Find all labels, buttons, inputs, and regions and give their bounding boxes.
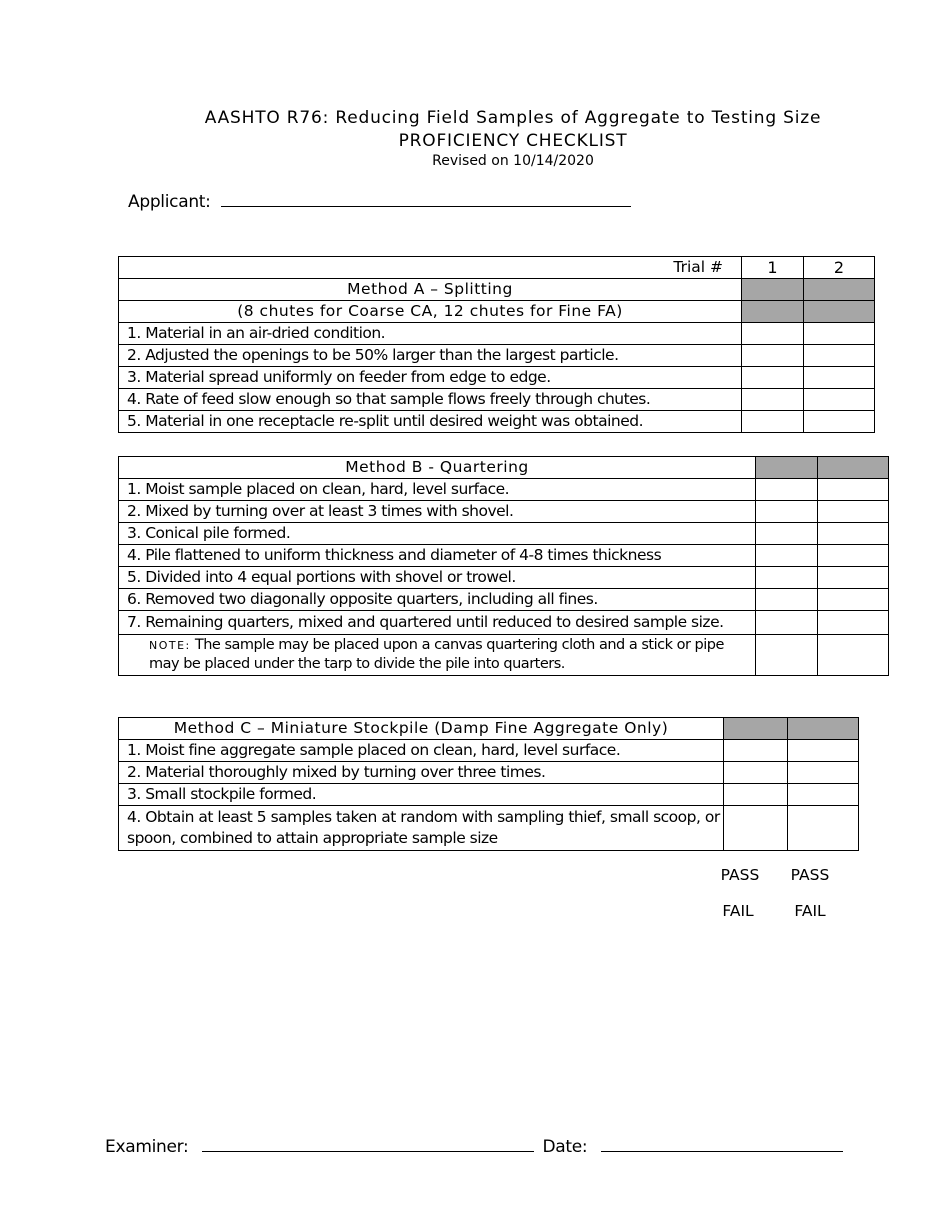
checklist-item: 1. Moist sample placed on clean, hard, level surface. <box>119 479 756 501</box>
trial-1-check-cell[interactable] <box>742 389 804 411</box>
trial-2-check-cell[interactable] <box>818 589 889 611</box>
trial-2-check-cell[interactable] <box>818 545 889 567</box>
applicant-field <box>128 192 631 212</box>
checklist-row <box>119 345 875 367</box>
method-a-table <box>118 256 875 433</box>
checklist-item: 3. Material spread uniformly on feeder from edge to edge. <box>119 367 742 389</box>
checklist-item: 6. Removed two diagonally opposite quarters, including all fines. <box>119 589 756 611</box>
checklist-item: 5. Material in one receptacle re-split until desired weight was obtained. <box>119 411 742 433</box>
date-label: Date: <box>542 1137 588 1157</box>
trial-2-label: 2 <box>804 257 875 279</box>
shaded-cell <box>724 718 788 740</box>
trial-2-check-cell[interactable] <box>788 784 859 806</box>
method-c-table <box>118 717 859 851</box>
trial-2-check-cell[interactable] <box>804 367 875 389</box>
trial-1-check-cell[interactable] <box>756 501 818 523</box>
trial-1-check-cell[interactable] <box>756 589 818 611</box>
checklist-row <box>119 567 889 589</box>
note-label: NOTE: <box>149 639 191 652</box>
trial-1-check-cell[interactable] <box>756 523 818 545</box>
checklist-item: 1. Moist fine aggregate sample placed on clean, hard, level surface. <box>119 740 724 762</box>
trial-1-check-cell[interactable] <box>724 762 788 784</box>
checklist-row <box>119 589 889 611</box>
footer-signatures <box>105 1137 843 1157</box>
applicant-label: Applicant: <box>128 192 211 212</box>
checklist-item: 2. Material thoroughly mixed by turning over three times. <box>119 762 724 784</box>
trial-1-check-cell[interactable] <box>742 345 804 367</box>
shaded-cell <box>804 301 875 323</box>
shaded-cell <box>788 718 859 740</box>
date-line[interactable] <box>601 1137 843 1152</box>
checklist-item: 2. Adjusted the openings to be 50% larger than the largest particle. <box>119 345 742 367</box>
checklist-item: 2. Mixed by turning over at least 3 times with shovel. <box>119 501 756 523</box>
trial-1-pass-option[interactable]: PASS <box>720 866 760 884</box>
checklist-row <box>119 501 889 523</box>
trial-2-check-cell[interactable] <box>818 567 889 589</box>
trial-2-check-cell[interactable] <box>804 323 875 345</box>
trial-2-check-cell[interactable] <box>818 479 889 501</box>
trial-2-check-cell[interactable] <box>818 523 889 545</box>
method-c-title: Method C – Miniature Stockpile (Damp Fine Aggregate Only) <box>119 718 724 740</box>
checklist-item: 4. Rate of feed slow enough so that sample flows freely through chutes. <box>119 389 742 411</box>
checklist-row <box>119 479 889 501</box>
checklist-item: 7. Remaining quarters, mixed and quartered until reduced to desired sample size. <box>119 611 756 635</box>
trial-1-check-cell[interactable] <box>724 806 788 851</box>
method-b-note <box>119 635 756 676</box>
checklist-row <box>119 740 859 762</box>
trial-2-check-cell[interactable] <box>804 345 875 367</box>
shaded-cell <box>756 457 818 479</box>
trial-1-check-cell[interactable] <box>756 611 818 635</box>
trial-1-check-cell[interactable] <box>756 567 818 589</box>
method-b-title: Method B - Quartering <box>119 457 756 479</box>
checklist-item: 4. Obtain at least 5 samples taken at random with sampling thief, small scoop, or spoon, combined to attain appropriate sample size <box>119 806 724 851</box>
revision-date: Revised on 10/14/2020 <box>432 153 594 169</box>
trial-2-check-cell[interactable] <box>788 806 859 851</box>
trial-2-check-cell[interactable] <box>804 389 875 411</box>
method-a-title: Method A – Splitting <box>119 279 742 301</box>
trial-2-check-cell[interactable] <box>788 762 859 784</box>
checklist-row <box>119 784 859 806</box>
trial-1-check-cell[interactable] <box>724 784 788 806</box>
note-text: The sample may be placed upon a canvas quartering cloth and a stick or pipe may be placed under the tarp to divide the pile into quarters. <box>149 637 724 672</box>
shaded-cell <box>804 279 875 301</box>
applicant-signature-line[interactable] <box>221 192 631 207</box>
checklist-row <box>119 762 859 784</box>
trial-1-check-cell[interactable] <box>724 740 788 762</box>
checklist-row <box>119 323 875 345</box>
trial-label: Trial # <box>119 257 742 279</box>
checklist-item: 3. Small stockpile formed. <box>119 784 724 806</box>
trial-1-check-cell[interactable] <box>742 411 804 433</box>
method-b-table <box>118 456 889 676</box>
trial-1-check-cell[interactable] <box>756 479 818 501</box>
shaded-cell <box>742 279 804 301</box>
trial-1-check-cell[interactable] <box>756 635 818 676</box>
checklist-item: 1. Material in an air-dried condition. <box>119 323 742 345</box>
trial-1-check-cell[interactable] <box>742 323 804 345</box>
trial-2-check-cell[interactable] <box>818 611 889 635</box>
examiner-label: Examiner: <box>105 1137 189 1157</box>
checklist-item: 3. Conical pile formed. <box>119 523 756 545</box>
trial-2-check-cell[interactable] <box>804 411 875 433</box>
checklist-row <box>119 806 859 851</box>
examiner-signature-line[interactable] <box>202 1137 534 1152</box>
trial-2-check-cell[interactable] <box>818 501 889 523</box>
trial-1-check-cell[interactable] <box>756 545 818 567</box>
trial-2-check-cell[interactable] <box>788 740 859 762</box>
method-a-subtitle: (8 chutes for Coarse CA, 12 chutes for Fine FA) <box>119 301 742 323</box>
trial-1-label: 1 <box>742 257 804 279</box>
trial-header-row <box>119 257 875 279</box>
note-row <box>119 635 889 676</box>
checklist-row <box>119 523 889 545</box>
shaded-cell <box>818 457 889 479</box>
shaded-cell <box>742 301 804 323</box>
document-title: AASHTO R76: Reducing Field Samples of Aggregate to Testing Size <box>204 108 822 128</box>
checklist-row <box>119 389 875 411</box>
document-subtitle: PROFICIENCY CHECKLIST <box>398 131 628 151</box>
checklist-row <box>119 411 875 433</box>
trial-2-check-cell[interactable] <box>818 635 889 676</box>
checklist-row <box>119 367 875 389</box>
trial-1-check-cell[interactable] <box>742 367 804 389</box>
trial-2-pass-option[interactable]: PASS <box>790 866 830 884</box>
checklist-item: 4. Pile flattened to uniform thickness and diameter of 4-8 times thickness <box>119 545 756 567</box>
trial-1-fail-option[interactable]: FAIL <box>722 902 754 920</box>
trial-2-fail-option[interactable]: FAIL <box>794 902 826 920</box>
checklist-row <box>119 545 889 567</box>
checklist-item: 5. Divided into 4 equal portions with shovel or trowel. <box>119 567 756 589</box>
checklist-row <box>119 611 889 635</box>
